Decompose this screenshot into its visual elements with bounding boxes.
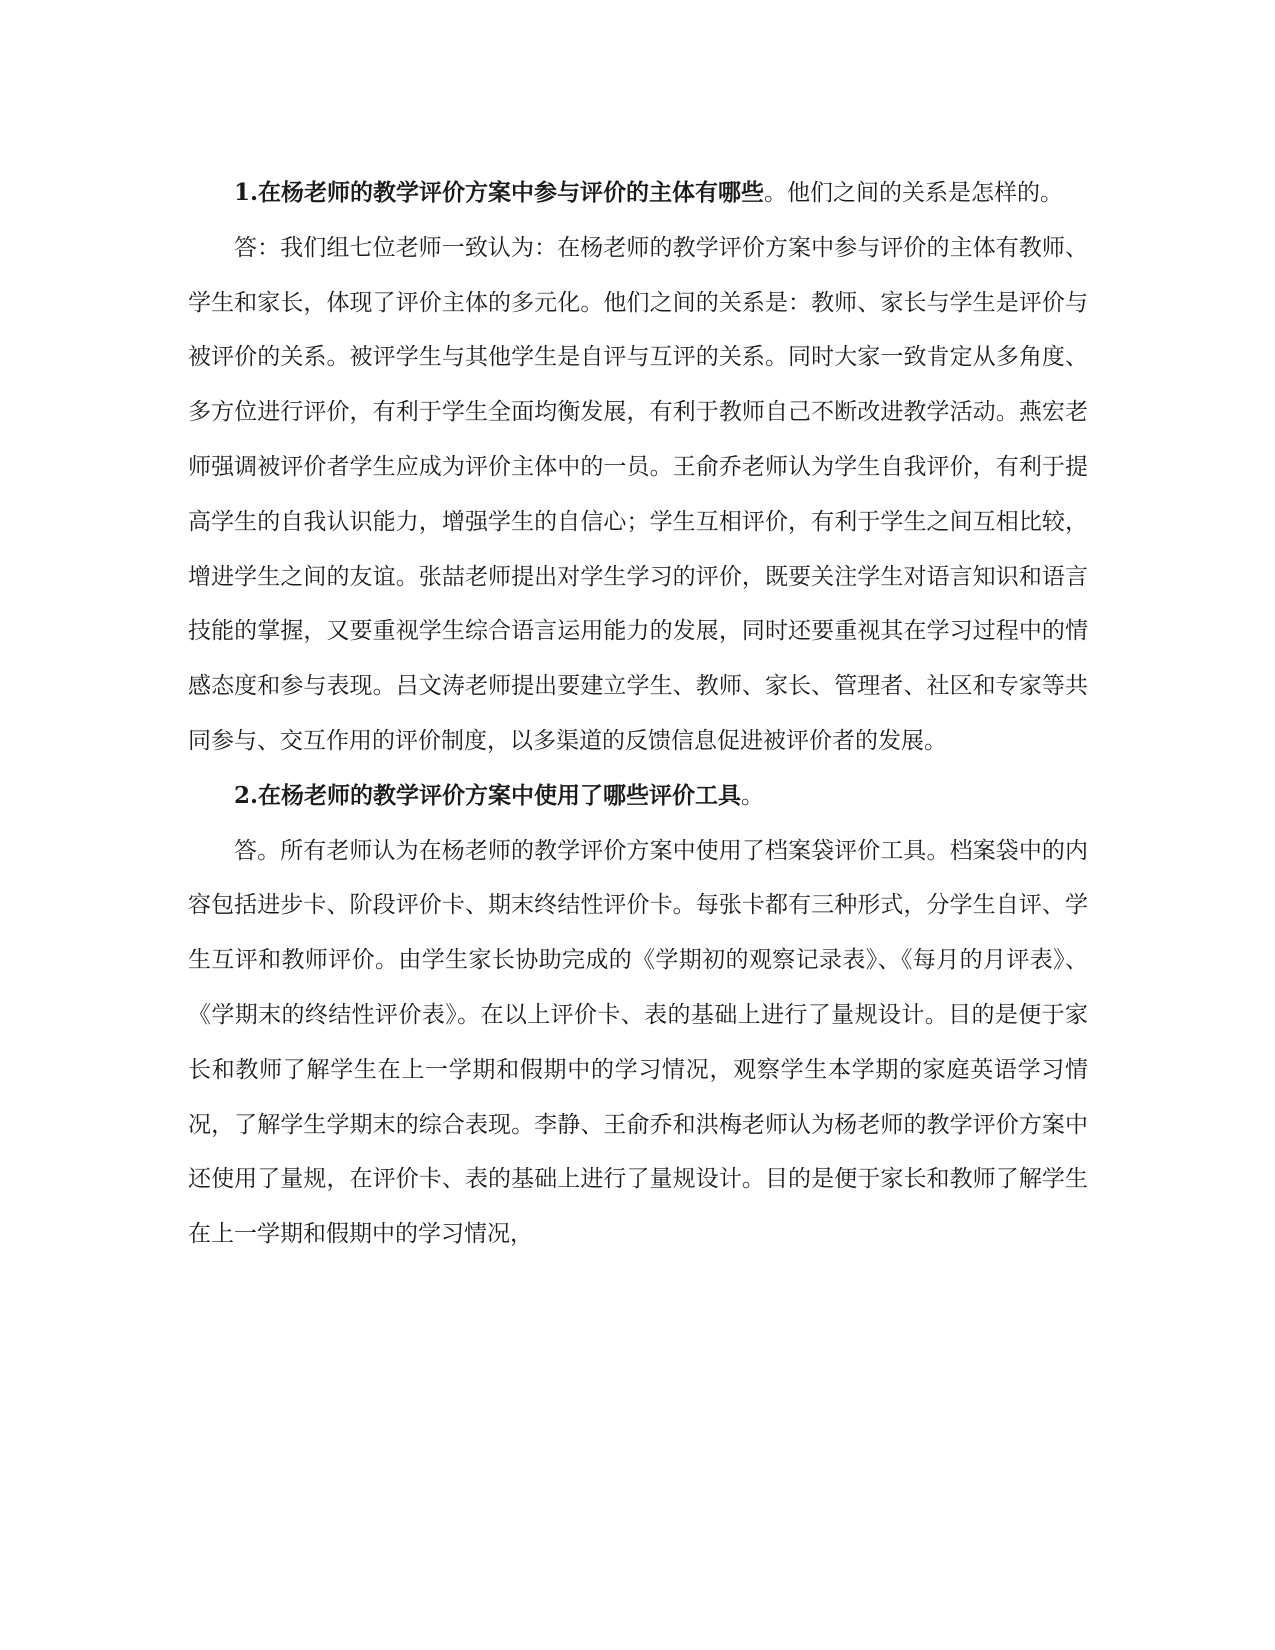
answer-1: 答：我们组七位老师一致认为：在杨老师的教学评价方案中参与评价的主体有教师、学生和家长，体现了评价主体的多元化。他们之间的关系是：教师、家长与学生是评价与被评价的关系。被评学生与其他学生是自评与互评的关系。同时大家一致肯定从多角度、多方位进行评价，有利于学生全面均衡发展，有利于教师自己不断改进教学活动。燕宏老师强调被评价者学生应成为评价主体中的一员。王俞乔老师认为学生自我评价，有利于提高学生的自我认识能力，增强学生的自信心；学生互相评价，有利于学生之间互相比较，增进学生之间的友谊。张喆老师提出对学生学习的评价，既要关注学生对语言知识和语言技能的掌握，又要重视学生综合语言运用能力的发展，同时还要重视其在学习过程中的情感态度和参与表现。吕文涛老师提出要建立学生、教师、家长、管理者、社区和专家等共同参与、交互作用的评价制度，以多渠道的反馈信息促进被评价者的发展。 [188,234,1088,754]
question-1-tail: 。他们之间的关系是怎样的。 [764,180,1064,206]
document-body [188,166,1088,1262]
question-2-text: 2.在杨老师的教学评价方案中使用了哪些评价工具 [234,781,742,809]
question-2 [188,769,1088,824]
question-1 [188,166,1088,221]
answer-2: 答。所有老师认为在杨老师的教学评价方案中使用了档案袋评价工具。档案袋中的内容包括进步卡、阶段评价卡、期末终结性评价卡。每张卡都有三种形式，分学生自评、学生互评和教师评价。由学生家长协助完成的《学期初的观察记录表》、《每月的月评表》、《学期末的终结性评价表》。在以上评价卡、表的基础上进行了量规设计。目的是便于家长和教师了解学生在上一学期和假期中的学习情况，观察学生本学期的家庭英语学习情况，了解学生学期末的综合表现。李静、王俞乔和洪梅老师认为杨老师的教学评价方案中还使用了量规，在评价卡、表的基础上进行了量规设计。目的是便于家长和教师了解学生在上一学期和假期中的学习情况， [188,837,1088,1248]
question-1-text: 1.在杨老师的教学评价方案中参与评价的主体有哪些 [234,179,765,206]
question-2-tail: 。 [741,782,765,809]
